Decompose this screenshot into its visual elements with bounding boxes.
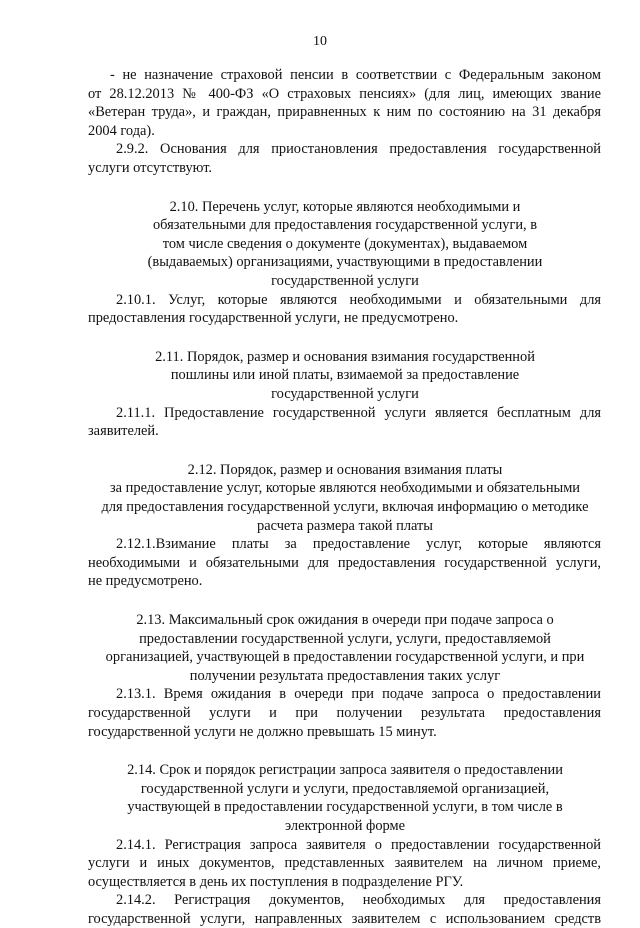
paragraph-line: «Ветеран труда», и граждан, приравненных к ним по состоянию на 31 декабря [88, 104, 601, 121]
paragraph-line: услуги и иных документов, представленных заявителем на личном приеме, [88, 855, 601, 872]
paragraph-line: государственной услуги, направленных заявителем с использованием средств [88, 911, 601, 927]
section-heading-line: электронной форме [284, 818, 406, 834]
paragraph-line: 2.9.2. Основания для приостановления предоставления государственной [116, 141, 601, 158]
section-heading-line: обязательными для предоставления государственной услуги, в [152, 217, 538, 234]
section-heading-line: 2.12. Порядок, размер и основания взимания платы [187, 461, 503, 478]
paragraph-line: 2.12.1.Взимание платы за предоставление услуг, которые являются [116, 536, 601, 553]
paragraph-line: 2.11.1. Предоставление государственной услуги является бесплатным для [116, 404, 601, 421]
section-heading-line: за предоставление услуг, которые являются необходимыми и обязательными [110, 480, 580, 497]
section-heading-line: предоставлении государственной услуги, услуги, предоставляемой [139, 630, 551, 647]
paragraph-line: 2.14.1. Регистрация запроса заявителя о предоставлении государственной [116, 836, 601, 853]
paragraph-line: от 28.12.2013 № 400-ФЗ «О страховых пенсиях» (для лиц, имеющих звание [88, 85, 601, 102]
paragraph-line: государственной услуги и при получении результата предоставления [88, 705, 601, 721]
paragraph-line: государственной услуги не должно превышать 15 минут. [88, 723, 437, 740]
paragraph-line: необходимыми и обязательными для предоставления государственной услуги, [88, 554, 601, 571]
paragraph-line: 2.14.2. Регистрация документов, необходимых для предоставления [116, 892, 601, 909]
section-heading-line: 2.11. Порядок, размер и основания взимания государственной [155, 348, 535, 365]
section-heading-line: участвующей в предоставлении государственной услуги, в том числе в [127, 799, 563, 816]
section-heading-line: том числе сведения о документе (документах), выдаваемом [162, 235, 528, 252]
section-heading-line: государственной услуги [271, 273, 419, 289]
paragraph-line: 2.13.1. Время ожидания в очереди при подаче запроса о предоставлении [116, 686, 601, 703]
section-heading-line: пошлины или иной платы, взимаемой за предоставление [170, 367, 520, 384]
section-heading-line: организацией, участвующей в предоставлении государственной услуги, и при [105, 649, 585, 666]
paragraph-line: заявителей. [88, 423, 159, 440]
section-heading-line: для предоставления государственной услуги, включая информацию о методике [101, 499, 589, 515]
paragraph-line: осуществляется в день их поступления в подразделение РГУ. [88, 873, 464, 890]
paragraph-line: 2.10.1. Услуг, которые являются необходимыми и обязательными для [116, 291, 601, 308]
paragraph-line: предоставления государственной услуги, не предусмотрено. [88, 310, 459, 327]
page-number: 10 [313, 34, 327, 49]
paragraph-line: не предусмотрено. [88, 573, 203, 590]
paragraph-line: - не назначение страховой пенсии в соответствии с Федеральным законом [110, 67, 601, 83]
section-heading-line: расчета размера такой платы [257, 517, 433, 534]
section-heading-line: 2.13. Максимальный срок ожидания в очереди при подаче запроса о [136, 612, 554, 628]
section-heading-line: (выдаваемых) организациями, участвующими в предоставлении [147, 254, 543, 271]
section-heading-line: государственной услуги [271, 386, 419, 402]
section-heading-line: 2.14. Срок и порядок регистрации запроса заявителя о предоставлении [127, 762, 563, 779]
paragraph-line: 2004 года). [88, 122, 155, 139]
section-heading-line: получении результата предоставления таких услуг [189, 667, 501, 684]
section-heading-line: 2.10. Перечень услуг, которые являются необходимыми и [169, 198, 521, 215]
section-heading-line: государственной услуги и услуги, предоставляемой организацией, [140, 780, 550, 797]
paragraph-line: услуги отсутствуют. [88, 160, 213, 176]
